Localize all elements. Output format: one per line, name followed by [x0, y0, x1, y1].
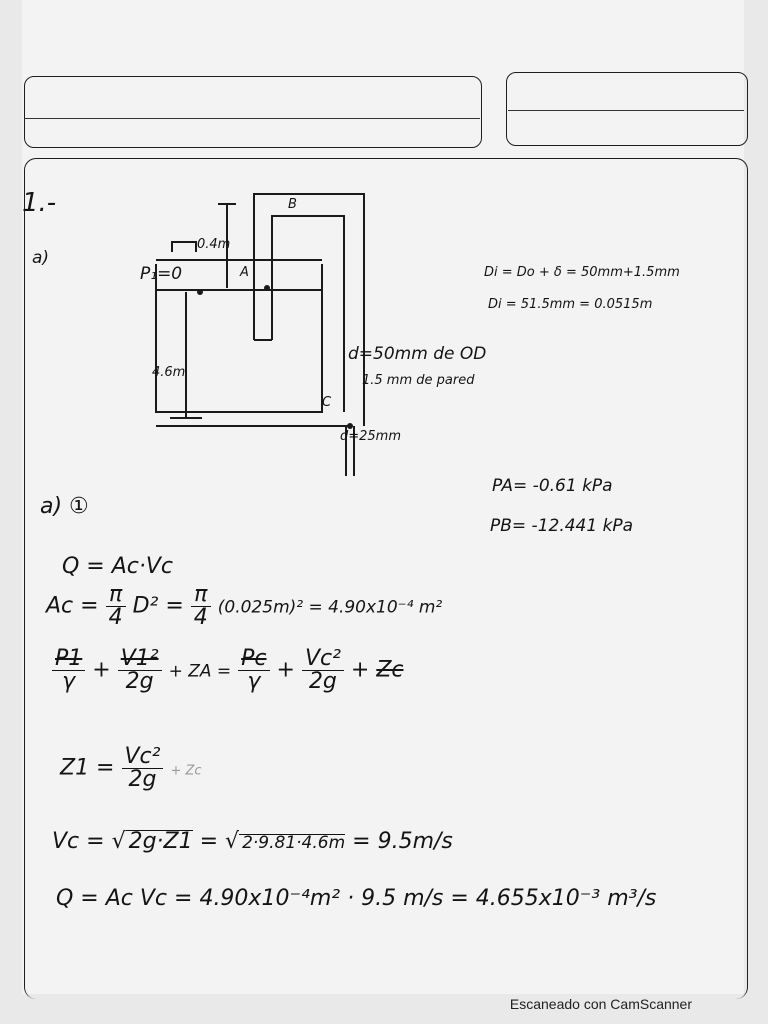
pressure-b: PB= -12.441 kPa [490, 516, 634, 536]
pipe-wall-thickness: 1.5 mm de pared [362, 373, 475, 388]
inner-diameter-line1: Di = Do + δ = 50mm+1.5mm [484, 265, 680, 280]
header-rule-right [508, 110, 744, 111]
label-height-top: 0.4m [197, 237, 231, 252]
scanner-watermark: Escaneado con CamScanner [509, 996, 692, 1012]
bernoulli-equation: $\frac{P1}{\gamma}$ + $\frac{\text{V1²}}{2g}$ + ZA = $\frac{Pc}{\gamma}$ + $\frac{\text{Vc²}}{2g}$ + Zc [52, 648, 404, 693]
label-point-a: A [240, 265, 249, 280]
final-flow-equation: Q = Ac Vc = 4.90x10⁻⁴m² · 9.5 m/s = 4.655x10⁻³ m³/s [56, 886, 657, 911]
inner-diameter-line2: Di = 51.5mm = 0.0515m [488, 297, 653, 312]
area-equation: Ac = $\frac{\pi}{4}$ D² = $\frac{\pi}{4}$ (0.025m)² = 4.90x10⁻⁴ m² [46, 582, 443, 630]
pipe-outer-diameter: d=50mm de OD [348, 344, 487, 364]
label-pressure-1: P₁=0 [140, 264, 183, 284]
point-1-marker [197, 289, 203, 295]
part-marker: a) [32, 248, 50, 268]
label-outlet-diameter: d=25mm [340, 429, 402, 444]
part-a-label: a) ① [40, 494, 89, 519]
velocity-equation: Vc = √ 2g·Z1 = √ 2·9.81·4.6m = 9.5m/s [52, 829, 453, 854]
header-box-left [24, 76, 482, 148]
tank-outline [156, 264, 322, 412]
problem-number: 1.- [22, 188, 57, 218]
flow-equation: Q = Ac·Vc [62, 554, 174, 579]
label-point-c: C [322, 395, 332, 410]
header-box-right [506, 72, 748, 146]
pressure-a: PA= -0.61 kPa [492, 476, 613, 496]
label-depth: 4.6m [152, 365, 186, 380]
header-rule [24, 118, 480, 119]
z-equation: Z1 = $\frac{\text{Vc²}}{2g}$ + Zc [60, 744, 202, 792]
label-point-b: B [288, 197, 297, 212]
scanned-page [22, 0, 744, 994]
point-a-marker [264, 285, 270, 291]
siphon-tube [254, 194, 364, 426]
